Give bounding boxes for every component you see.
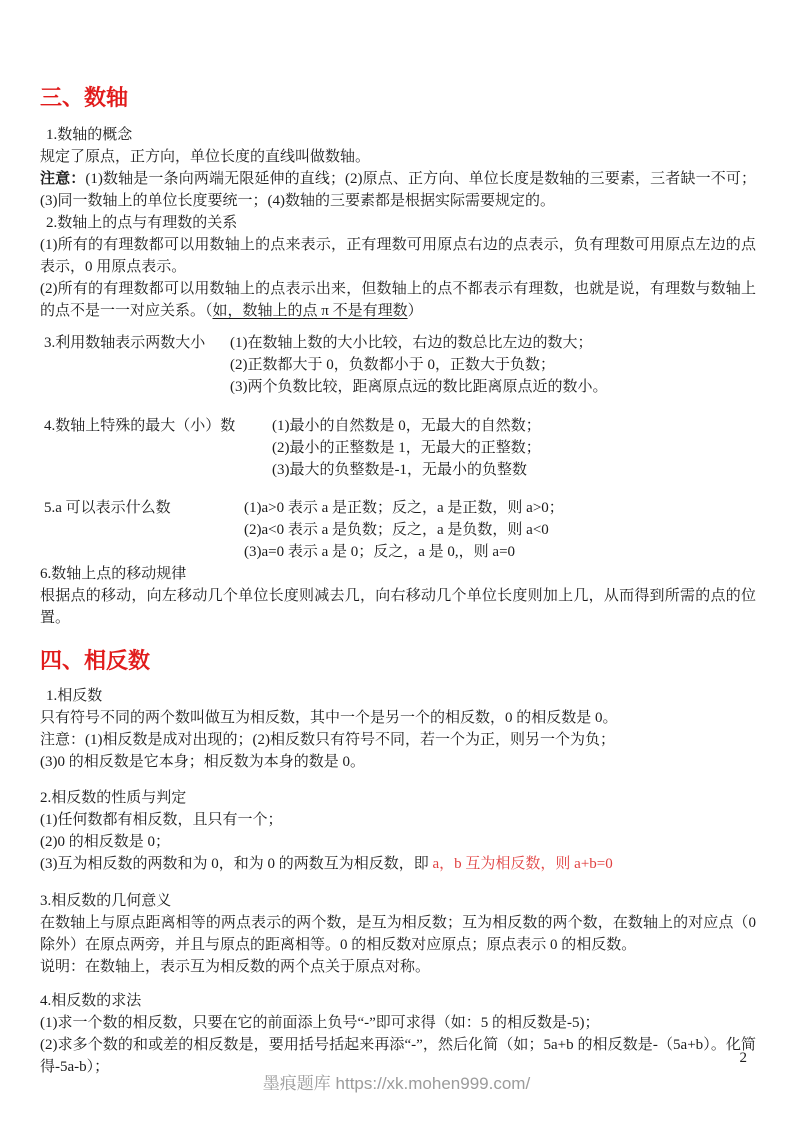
- s4-geometric-meaning-p2: 说明：在数轴上，表示互为相反数的两个点关于原点对称。: [40, 959, 431, 975]
- list-item: (3)最大的负整数是-1，无最小的负整数: [272, 462, 527, 478]
- s4-geometric-meaning-p1: 在数轴上与原点距离相等的两点表示的两个数，是互为相反数；互为相反数的两个数，在数轴上的对应点（0 除外）在原点两旁，并且与原点的距离相等。0 的相反数对应原点；原点表示 0 的相反数。: [40, 915, 756, 953]
- s3-concept-title: 1.数轴的概念: [46, 127, 133, 143]
- s3-a-meaning-row: [40, 497, 756, 563]
- list-item: (2)最小的正整数是 1，无最大的正整数；: [272, 440, 541, 456]
- s3-points-rationals-p2: [40, 278, 756, 322]
- s4-properties-title: 2.相反数的性质与判定: [40, 790, 187, 806]
- s3-special-max-min-label: 4.数轴上特殊的最大（小）数: [44, 418, 236, 434]
- s4-definition-title: 1.相反数: [46, 688, 103, 704]
- s3-points-rationals-title: 2.数轴上的点与有理数的关系: [46, 215, 238, 231]
- s4-definition-text: 只有符号不同的两个数叫做互为相反数，其中一个是另一个的相反数，0 的相反数是 0。: [40, 710, 618, 726]
- section-heading-opposite-numbers: 四、相反数: [40, 648, 151, 673]
- s3-point-movement-title: 6.数轴上点的移动规律: [40, 566, 187, 582]
- s3-compare-sizes-row: [40, 332, 756, 398]
- s4-properties-p2: (2)0 的相反数是 0；: [40, 834, 170, 850]
- s4-properties-p1: (1)任何数都有相反数，且只有一个；: [40, 812, 283, 828]
- footer-watermark: 墨痕题库 https://xk.mohen999.com/: [262, 1074, 531, 1093]
- p2-close: ）: [407, 303, 423, 319]
- s3-points-rationals-p1: (1)所有的有理数都可以用数轴上的点来表示，正有理数可用原点右边的点表示，负有理数可用原点左边的点表示，0 用原点表示。: [40, 237, 756, 275]
- s4-geometric-meaning-title: 3.相反数的几何意义: [40, 893, 172, 909]
- list-item: (2)a<0 表示 a 是负数；反之，a 是负数，则 a<0: [244, 522, 549, 538]
- note-text: (1)数轴是一条向两端无限延伸的直线；(2)原点、正方向、单位长度是数轴的三要素，三者缺一不可；(3)同一数轴上的单位长度要统一；(4)数轴的三要素都是根据实际需要规定的。: [40, 171, 756, 209]
- s3-special-max-min-items: [272, 415, 756, 481]
- s4-finding-p2: (2)求多个数的和或差的相反数是，要用括号括起来再添“-”，然后化简（如；5a+b 的相反数是-（5a+b）。化简得-5a-b）；: [40, 1037, 756, 1075]
- s3-concept-definition: 规定了原点，正方向，单位长度的直线叫做数轴。: [40, 149, 371, 165]
- p2-underlined-example: 如，数轴上的点 π 不是有理数: [212, 303, 408, 319]
- s4-properties-p3: [40, 853, 756, 875]
- p2-plain: (2)所有的有理数都可以用数轴上的点表示出来，但数轴上的点不都表示有理数，也就是说，有理数与数轴上的点不是一一对应关系。（: [40, 281, 756, 319]
- s3-point-movement-text: 根据点的移动，向左移动几个单位长度则减去几，向右移动几个单位长度则加上几，从而得到所需的点的位置。: [40, 588, 756, 626]
- s4-definition-note1: 注意：(1)相反数是成对出现的；(2)相反数只有符号不同，若一个为正，则另一个为负；: [40, 732, 615, 748]
- section-heading-number-line: 三、数轴: [40, 85, 129, 110]
- s3-a-meaning-label: 5.a 可以表示什么数: [44, 500, 171, 516]
- list-item: (1)a>0 表示 a 是正数；反之，a 是正数，则 a>0；: [244, 500, 564, 516]
- list-item: (1)最小的自然数是 0，无最大的自然数；: [272, 418, 541, 434]
- list-item: (2)正数都大于 0，负数都小于 0，正数大于负数；: [230, 357, 555, 373]
- document-content: [40, 84, 756, 1078]
- s4-definition-note2: (3)0 的相反数是它本身；相反数为本身的数是 0。: [40, 754, 365, 770]
- p3-plain: (3)互为相反数的两数和为 0，和为 0 的两数互为相反数，即: [40, 856, 433, 872]
- list-item: (3)两个负数比较，距离原点远的数比距离原点近的数小。: [230, 379, 608, 395]
- page-number: 2: [739, 1050, 747, 1066]
- s3-a-meaning-items: [244, 497, 756, 563]
- s4-finding-p1: (1)求一个数的相反数，只要在它的前面添上负号“-”即可求得（如：5 的相反数是-5)；: [40, 1015, 600, 1031]
- p3-red-formula: a，b 互为相反数，则 a+b=0: [432, 856, 613, 872]
- s3-special-max-min-row: [40, 415, 756, 481]
- s4-finding-title: 4.相反数的求法: [40, 993, 142, 1009]
- s3-compare-sizes-label: 3.利用数轴表示两数大小: [44, 335, 206, 351]
- s3-compare-sizes-items: [230, 332, 756, 398]
- note-label: 注意：: [40, 171, 86, 187]
- s3-concept-note: [40, 168, 756, 212]
- list-item: (1)在数轴上数的大小比较，右边的数总比左边的数大；: [230, 335, 593, 351]
- list-item: (3)a=0 表示 a 是 0；反之，a 是 0,，则 a=0: [244, 544, 516, 560]
